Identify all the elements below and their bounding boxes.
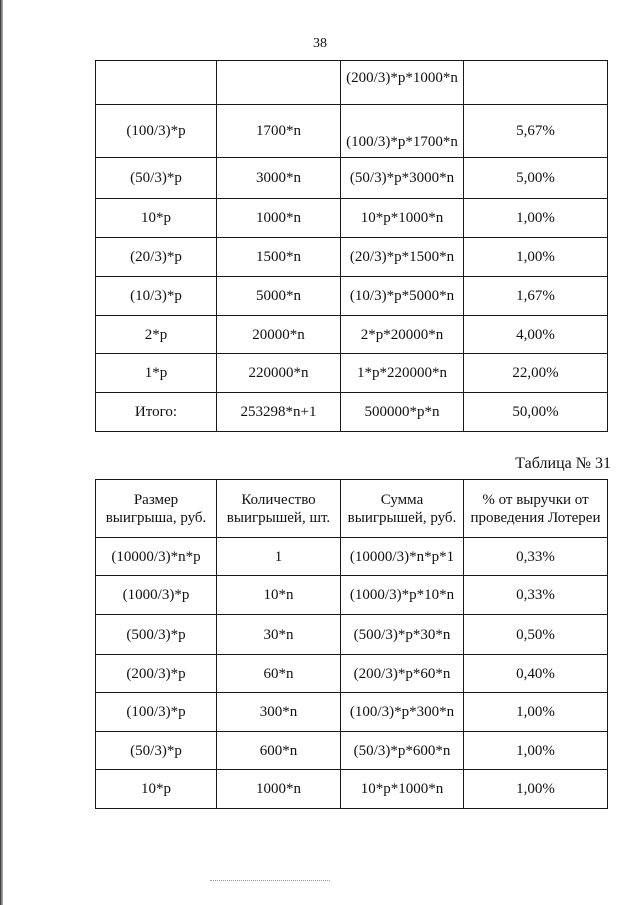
table-cell: 3000*n [217,158,341,199]
table-row [96,199,608,238]
table-cell: 10*n [217,576,341,615]
table-row [96,693,608,732]
table-cell: (200/3)*p*1000*n [341,61,464,105]
table-cell: 2*p [96,316,217,354]
column-header: % от выручки от проведения Лотереи [464,480,608,538]
table-cell [464,61,608,105]
table-row [96,61,608,105]
table-cell: 0,33% [464,538,608,576]
table-cell: 1000*n [217,770,341,809]
table-cell: (1000/3)*p [96,576,217,615]
table-cell: (200/3)*p*60*n [341,655,464,693]
table-row [96,316,608,354]
scan-edge [0,0,3,905]
table-cell: 0,33% [464,576,608,615]
table-cell: 60*n [217,655,341,693]
table-row [96,770,608,809]
table-cell: 1,00% [464,693,608,732]
table-cell: (500/3)*p [96,615,217,655]
column-header: Сумма выигрышей, руб. [341,480,464,538]
table-cell: (50/3)*p*3000*n [341,158,464,199]
table-row-total [96,393,608,432]
table-cell: 2*p*20000*n [341,316,464,354]
table-cell: 4,00% [464,316,608,354]
table-cell: 1500*n [217,238,341,277]
table-cell: 20000*n [217,316,341,354]
table-cell: (100/3)*p*300*n [341,693,464,732]
table-cell: 1,00% [464,238,608,277]
table-row [96,158,608,199]
table-cell: 220000*n [217,354,341,393]
table-row [96,732,608,770]
table-cell: 500000*p*n [341,393,464,432]
table-cell: (500/3)*p*30*n [341,615,464,655]
table-cell: 1,00% [464,732,608,770]
table-cell: 1*p [96,354,217,393]
table-cell: (50/3)*p [96,158,217,199]
table-cell: 1*p*220000*n [341,354,464,393]
table-cell: 10*p [96,770,217,809]
table-cell: 0,40% [464,655,608,693]
table-cell [217,61,341,105]
table-cell: 1000*n [217,199,341,238]
table-cell: 10*p [96,199,217,238]
table-caption: Таблица № 31 [515,455,611,472]
table-cell: 5000*n [217,277,341,316]
table-cell: (10000/3)*n*p*1 [341,538,464,576]
table-row [96,538,608,576]
table-row [96,615,608,655]
prize-table-continued [95,60,608,432]
table-cell: 5,67% [464,105,608,158]
table-cell: 30*n [217,615,341,655]
table-cell [96,61,217,105]
table-row [96,354,608,393]
table-cell: (10000/3)*n*p [96,538,217,576]
table-cell: (10/3)*p*5000*n [341,277,464,316]
table-cell: (100/3)*p [96,105,217,158]
table-cell: 600*n [217,732,341,770]
table-cell: 1,67% [464,277,608,316]
table-row [96,277,608,316]
table-cell: 1700*n [217,105,341,158]
table-cell: 10*p*1000*n [341,199,464,238]
table-header-row [96,480,608,538]
column-header: Размер выигрыша, руб. [96,480,217,538]
table-cell: 1 [217,538,341,576]
prize-table-31 [95,479,608,809]
table-cell: (50/3)*p [96,732,217,770]
table-cell: (50/3)*p*600*n [341,732,464,770]
table-cell: 300*n [217,693,341,732]
table-row [96,105,608,158]
table-cell: 1,00% [464,199,608,238]
total-label: Итого: [96,393,217,432]
table-row [96,655,608,693]
table-cell: (200/3)*p [96,655,217,693]
footer-divider [210,880,330,881]
table-cell: 5,00% [464,158,608,199]
table-row [96,576,608,615]
table-cell: (100/3)*p [96,693,217,732]
table-cell: (1000/3)*p*10*n [341,576,464,615]
table-row [96,238,608,277]
table-cell: 22,00% [464,354,608,393]
table-cell: (100/3)*p*1700*n [341,105,464,158]
table-cell: (20/3)*p*1500*n [341,238,464,277]
column-header: Количество выигрышей, шт. [217,480,341,538]
table-cell: (10/3)*p [96,277,217,316]
table-cell: 10*p*1000*n [341,770,464,809]
table-cell: 253298*n+1 [217,393,341,432]
table-cell: (20/3)*p [96,238,217,277]
table-cell: 1,00% [464,770,608,809]
page-number: 38 [313,36,327,51]
table-cell: 50,00% [464,393,608,432]
table-cell: 0,50% [464,615,608,655]
